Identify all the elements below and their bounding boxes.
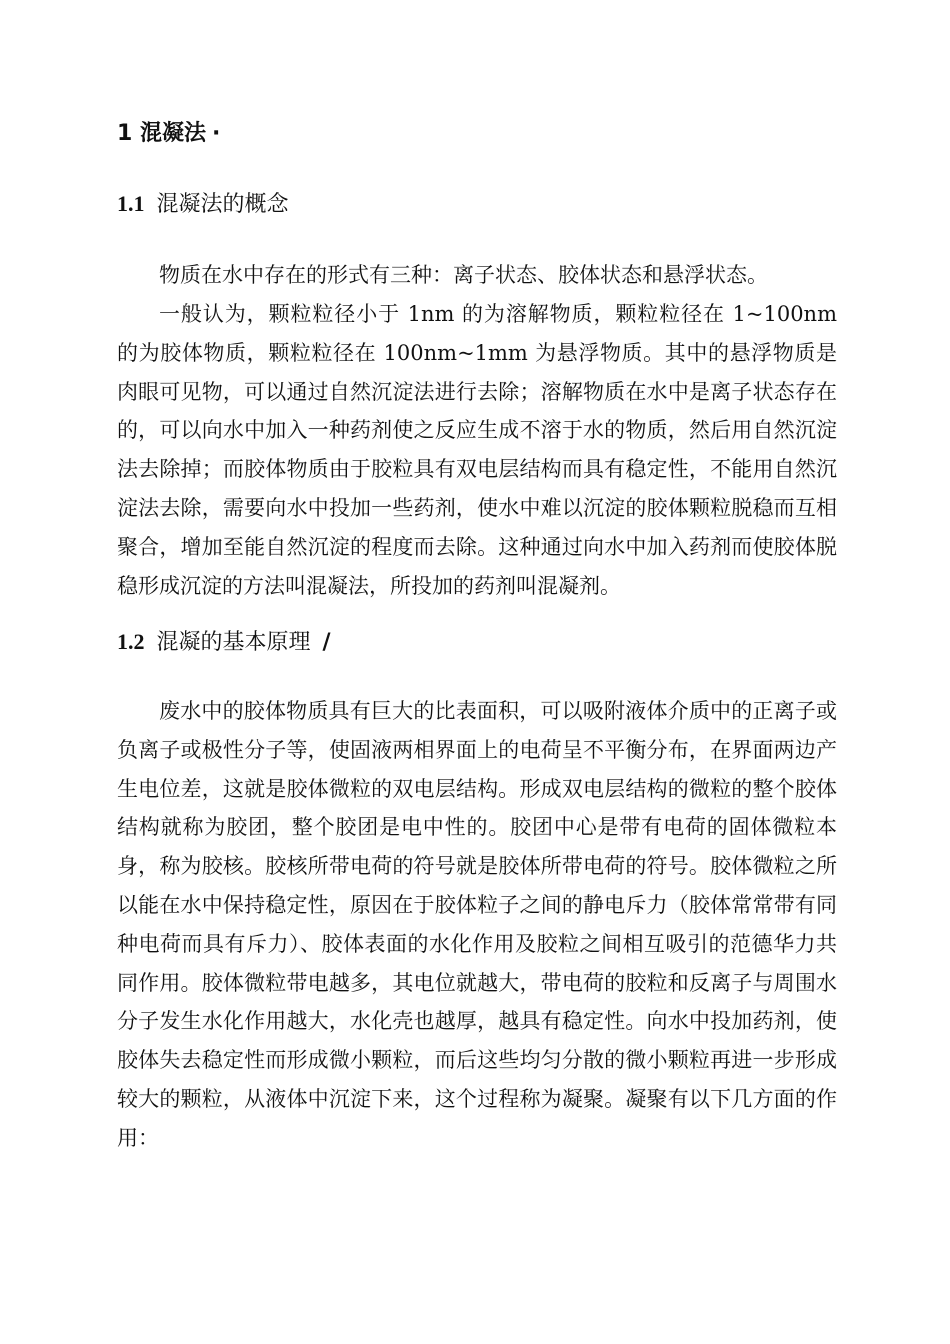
- subsection-number: 1.2: [117, 629, 145, 654]
- section-heading: [117, 118, 220, 150]
- paragraph: 废水中的胶体物质具有巨大的比表面积，可以吸附液体介质中的正离子或负离子或极性分子等，使固液两相界面上的电荷呈不平衡分布，在界面两边产生电位差，这就是胶体微粒的双电层结构。形成双电层结构的微粒的整个胶体结构就称为胶团，整个胶团是电中性的。胶团中心是带有电荷的固体微粒本身，称为胶核。胶核所带电荷的符号就是胶体所带电荷的符号。胶体微粒之所以能在水中保持稳定性，原因在于胶体粒子之间的静电斥力（胶体常常带有同种电荷而具有斥力）、胶体表面的水化作用及胶粒之间相互吸引的范德华力共同作用。胶体微粒带电越多，其电位就越大，带电荷的胶粒和反离子与周围水分子发生水化作用越大，水化壳也越厚，越具有稳定性。向水中投加药剂，使胶体失去稳定性而形成微小颗粒，而后这些均匀分散的微小颗粒再进一步形成较大的颗粒，从液体中沉淀下来，这个过程称为凝聚。凝聚有以下几方面的作用：: [117, 699, 837, 1150]
- subsection-title: 混凝法的概念: [156, 192, 289, 217]
- subsection-mark: /: [322, 630, 331, 655]
- section-title: 1 混凝法: [117, 121, 206, 146]
- paragraph: 一般认为，颗粒粒径小于 1nm 的为溶解物质，颗粒粒径在 1~100nm 的为胶体物质，颗粒粒径在 100nm~1mm 为悬浮物质。其中的悬浮物质是肉眼可见物，可以通过自然沉淀法进行去除；溶解物质在水中是离子状态存在的，可以向水中加入一种药剂使之反应生成不溶于水的物质，然后用自然沉淀法去除掉；而胶体物质由于胶粒具有双电层结构而具有稳定性，不能用自然沉淀法去除，需要向水中投加一些药剂，使水中难以沉淀的胶体颗粒脱稳而互相聚合，增加至能自然沉淀的程度而去除。这种通过向水中加入药剂而使胶体脱稳形成沉淀的方法叫混凝法，所投加的药剂叫混凝剂。: [117, 302, 837, 598]
- subsection-heading-2: [117, 626, 331, 659]
- subsection-number: 1.1: [117, 191, 145, 216]
- paragraph: 物质在水中存在的形式有三种：离子状态、胶体状态和悬浮状态。: [159, 263, 768, 287]
- subsection-heading-1: [117, 188, 289, 221]
- subsection-title: 混凝的基本原理: [156, 630, 311, 655]
- section-mark: ·: [211, 121, 221, 146]
